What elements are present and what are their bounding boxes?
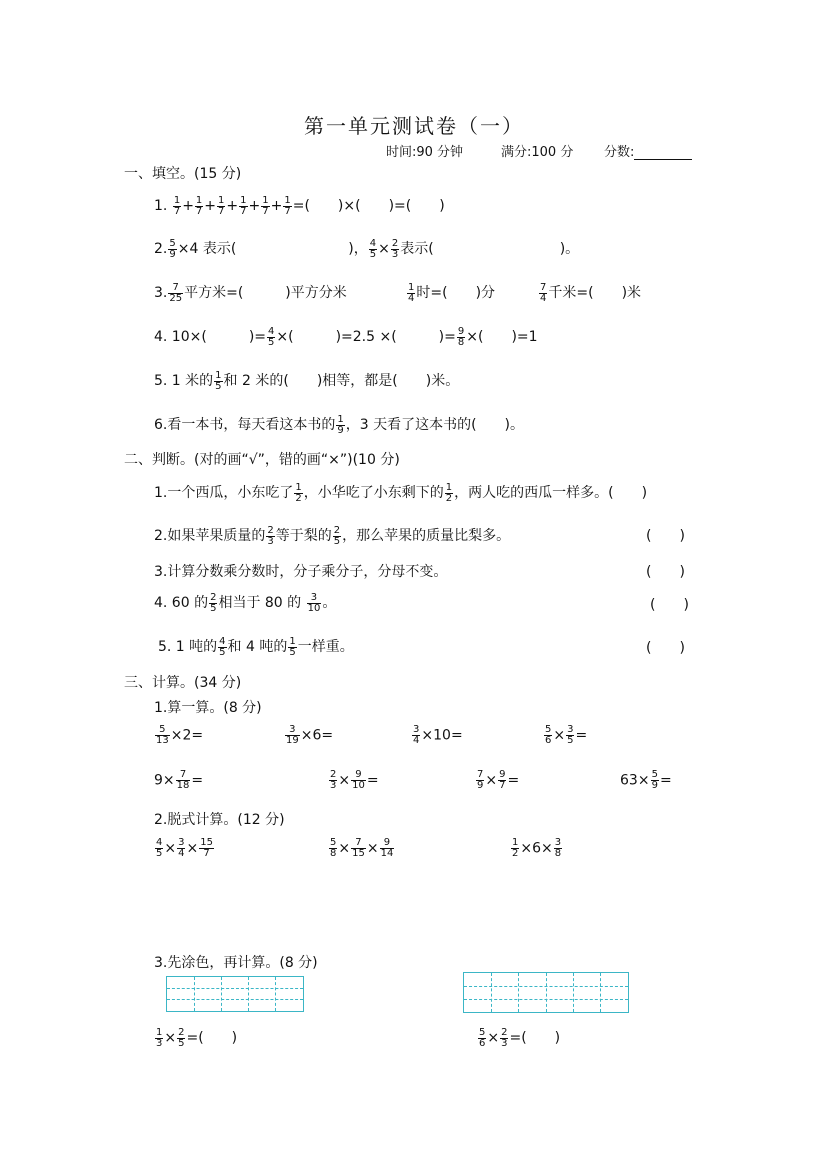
calc-item: $\frac{7}{9}$ × $\frac{9}{7}$ =: [477, 769, 520, 791]
coloring-grid-right[interactable]: [463, 972, 629, 1013]
s2-q2-answer[interactable]: ( ): [646, 528, 685, 544]
s2-q2: 2.如果苹果质量的 $\frac{2}{3}$ 等于梨的 $\frac{2}{5}$ ，那么苹果的质量比梨多。: [154, 524, 511, 547]
s1-q3: 3. $\frac{7}{25}$ 平方米=( )平方分米: [154, 281, 347, 304]
fraction: $\frac{9}{14}$: [380, 837, 394, 859]
fraction: $\frac{1}{7}$: [240, 194, 247, 217]
fraction: $\frac{4}{5}$: [219, 635, 226, 658]
calc-item: 9× $\frac{7}{18}$ =: [154, 769, 204, 791]
answer-blank[interactable]: ( ): [198, 1030, 238, 1046]
page-title: 第一单元测试卷（一）: [304, 114, 524, 138]
fraction: $\frac{1}{2}$: [295, 481, 302, 504]
full-score: 满分:100 分: [501, 145, 574, 160]
section-3-heading: 三、计算。(34 分): [124, 675, 242, 691]
fraction: $\frac{2}{3}$: [267, 524, 274, 547]
s3-sub3: 3.先涂色，再计算。(8 分): [154, 955, 318, 971]
fraction: $\frac{7}{25}$: [169, 281, 183, 304]
coloring-grid-left[interactable]: [166, 976, 304, 1012]
s2-q3: 3.计算分数乘分数时，分子乘分子，分母不变。: [154, 564, 448, 580]
fraction: $\frac{7}{15}$: [352, 837, 365, 859]
fraction: $\frac{1}{5}$: [289, 635, 296, 658]
fraction: $\frac{7}{18}$: [176, 769, 190, 791]
section-2-heading: 二、判断。(对的画“√”，错的画“×”)(10 分): [124, 452, 400, 468]
fraction: $\frac{2}{5}$: [210, 591, 217, 614]
s1-q4: 4. 10×( )= $\frac{4}{5}$ ×( )=2.5 ×( )= $\frac{9}{8}$ ×( )=1: [154, 325, 538, 348]
calc-item: $\frac{3}{4}$ ×10=: [413, 724, 463, 746]
fraction: $\frac{2}{3}$: [330, 769, 337, 791]
answer-blank[interactable]: ( ): [521, 1030, 561, 1046]
fraction: $\frac{9}{10}$: [352, 769, 365, 791]
calc-item: $\frac{2}{3}$ × $\frac{9}{10}$ =: [330, 769, 379, 791]
fraction: $\frac{1}{5}$: [215, 369, 222, 392]
fraction: $\frac{9}{8}$: [457, 325, 465, 348]
s1-q2: 2. $\frac{5}{9}$ ×4 表示( )， $\frac{4}{5}$ × $\frac{2}{3}$ 表示( )。: [154, 237, 580, 260]
s3-sub2: 2.脱式计算。(12 分): [154, 812, 285, 828]
fraction: $\frac{1}{7}$: [284, 194, 291, 217]
fraction: $\frac{3}{4}$: [178, 837, 185, 859]
score-label: 分数:: [604, 145, 635, 160]
fraction: $\frac{1}{7}$: [262, 194, 269, 217]
fraction: $\frac{1}{4}$: [408, 281, 415, 304]
s2-q1: 1.一个西瓜，小东吃了 $\frac{1}{2}$ ，小华吃了小东剩下的 $\frac{1}{2}$ ，两人吃的西瓜一样多。( ): [154, 481, 648, 504]
calc-item: $\frac{5}{6}$ × $\frac{3}{5}$ =: [545, 724, 588, 746]
s1-q5: 5. 1 米的 $\frac{1}{5}$ 和 2 米的( )相等，都是( )米。: [154, 369, 460, 392]
fraction: $\frac{3}{19}$: [286, 724, 299, 746]
fraction: $\frac{9}{7}$: [499, 769, 506, 791]
calc-item: $\frac{5}{6}$ × $\frac{2}{3}$ =( ): [479, 1026, 561, 1049]
s1-q1: 1. $\frac{1}{7}$ + $\frac{1}{7}$ + $\frac{1}{7}$ + $\frac{1}{7}$ + $\frac{1}{7}$ + $\frac{1}{7}$ =( )×( )=( ): [154, 194, 445, 217]
fraction: $\frac{2}{3}$: [501, 1026, 508, 1049]
fraction: $\frac{4}{5}$: [369, 237, 377, 260]
fraction: $\frac{7}{9}$: [477, 769, 484, 791]
calc-item: 63× $\frac{5}{9}$ =: [620, 769, 672, 791]
fraction: $\frac{3}{8}$: [554, 837, 562, 859]
fraction: $\frac{7}{4}$: [540, 281, 547, 304]
fraction: $\frac{2}{5}$: [178, 1026, 185, 1049]
fraction: $\frac{1}{3}$: [156, 1026, 163, 1049]
s2-q4-answer[interactable]: ( ): [650, 597, 689, 613]
fraction: $\frac{4}{5}$: [156, 837, 163, 859]
fraction: $\frac{1}{7}$: [173, 194, 181, 217]
fraction: $\frac{5}{8}$: [330, 837, 337, 859]
fraction: $\frac{2}{5}$: [333, 524, 341, 547]
calc-item: $\frac{5}{13}$ ×2=: [156, 724, 204, 746]
fraction: $\frac{5}{9}$: [651, 769, 658, 791]
fraction: $\frac{2}{3}$: [391, 237, 399, 260]
calc-item: $\frac{5}{8}$ × $\frac{7}{15}$ × $\frac{9}{14}$: [330, 837, 394, 859]
fraction: $\frac{5}{9}$: [169, 237, 176, 260]
s2-q3-answer[interactable]: ( ): [646, 564, 685, 580]
calc-item: $\frac{4}{5}$ × $\frac{3}{4}$ × $\frac{15}{7}$: [156, 837, 213, 859]
fraction: $\frac{15}{7}$: [200, 837, 213, 859]
s2-q5: 5. 1 吨的 $\frac{4}{5}$ 和 4 吨的 $\frac{1}{5}$ 一样重。: [158, 635, 354, 658]
calc-item: $\frac{3}{19}$ ×6=: [286, 724, 334, 746]
fraction: $\frac{5}{6}$: [479, 1026, 486, 1049]
s3-sub1: 1.算一算。(8 分): [154, 700, 262, 716]
s1-q3-b: $\frac{1}{4}$ 时=( )分: [408, 281, 496, 304]
fraction: $\frac{4}{5}$: [268, 325, 275, 348]
fraction: $\frac{3}{4}$: [413, 724, 420, 746]
section-1-heading: 一、填空。(15 分): [124, 166, 242, 182]
s1-q3-c: $\frac{7}{4}$ 千米=( )米: [540, 281, 642, 304]
time-limit: 时间:90 分钟: [386, 145, 464, 160]
fraction: $\frac{1}{7}$: [195, 194, 203, 217]
fraction: $\frac{1}{9}$: [337, 413, 344, 436]
s2-q5-answer[interactable]: ( ): [646, 640, 685, 656]
fraction: $\frac{5}{6}$: [545, 724, 552, 746]
calc-item: $\frac{1}{2}$ ×6× $\frac{3}{8}$: [512, 837, 562, 859]
fraction: $\frac{1}{2}$: [512, 837, 519, 859]
s1-q6: 6.看一本书，每天看这本书的 $\frac{1}{9}$ ，3 天看了这本书的( )。: [154, 413, 525, 436]
s2-q4: 4. 60 的 $\frac{2}{5}$ 相当于 80 的 $\frac{3}{10}$ 。: [154, 591, 337, 614]
fraction: $\frac{3}{10}$: [307, 591, 321, 614]
fraction: $\frac{1}{7}$: [218, 194, 225, 217]
score-field[interactable]: [604, 141, 692, 160]
score-blank[interactable]: [634, 147, 692, 160]
fraction: $\frac{3}{5}$: [567, 724, 574, 746]
fraction: $\frac{1}{2}$: [445, 481, 453, 504]
calc-item: $\frac{1}{3}$ × $\frac{2}{5}$ =( ): [156, 1026, 238, 1049]
fraction: $\frac{5}{13}$: [156, 724, 169, 746]
